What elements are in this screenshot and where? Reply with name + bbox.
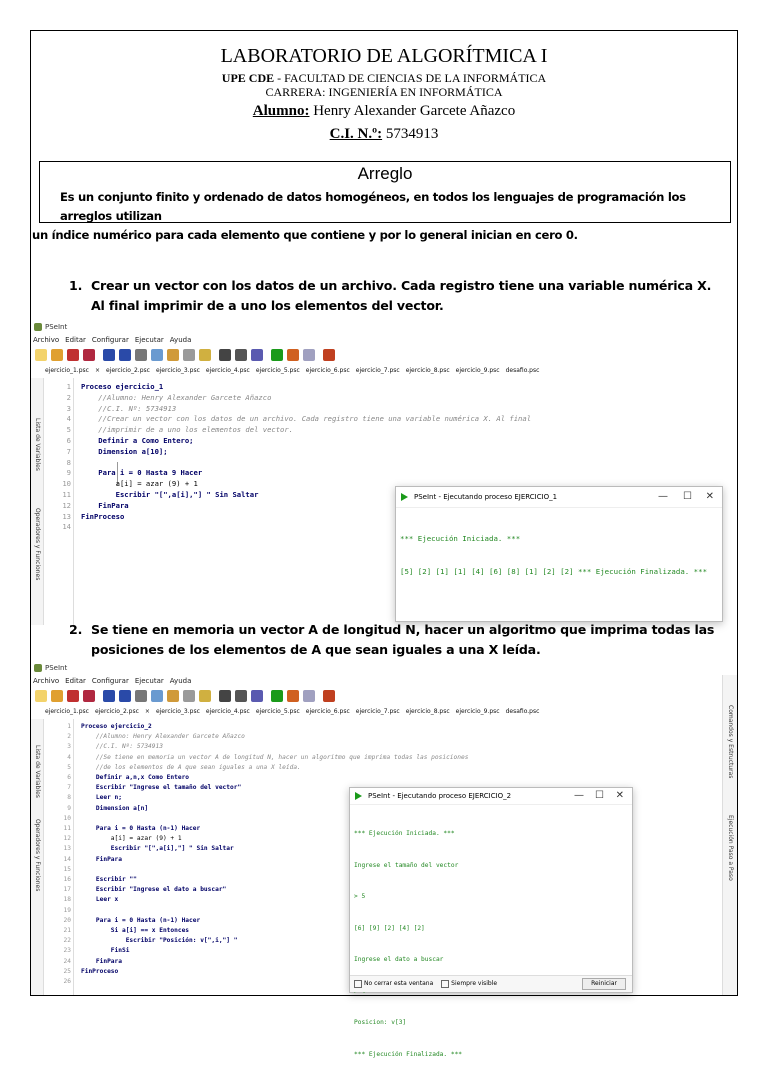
cut-icon[interactable] xyxy=(135,349,147,361)
indent-icon[interactable] xyxy=(183,690,195,702)
tab-ejercicio-7[interactable]: ejercicio_7.psc xyxy=(355,367,400,374)
menu-ejecutar[interactable]: Ejecutar xyxy=(134,336,164,344)
app-title: PSeInt xyxy=(45,664,68,672)
document-page xyxy=(30,30,738,1058)
tab-ejercicio-9[interactable]: ejercicio_9.psc xyxy=(455,367,500,374)
question-1 xyxy=(69,276,719,316)
code-line: Dimension a[n] xyxy=(81,804,149,812)
definition-line-2: un índice numérico para cada elemento que contiene y por lo general inician en cero 0. xyxy=(32,228,578,242)
line-number: 4 xyxy=(67,753,71,761)
console-line: *** Ejecución Iniciada. *** xyxy=(354,830,455,837)
line-number: 12 xyxy=(62,500,71,510)
console-line: [6] [9] [2] [4] [2] xyxy=(354,924,425,932)
console-line: Posicion: v[3] xyxy=(354,1019,407,1026)
code-line: //Alumno: Henry Alexander Garcete Añazco xyxy=(81,733,245,741)
app-title: PSeInt xyxy=(45,323,68,331)
console-line: *** Ejecución Finalizada. *** xyxy=(354,1050,463,1058)
code-line: Para i = 0 Hasta (n-1) Hacer xyxy=(81,825,201,832)
always-visible-label: Siempre visible xyxy=(451,980,498,987)
code-line: Proceso ejercicio_2 xyxy=(81,723,152,730)
line-number: 10 xyxy=(63,814,71,822)
line-number: 15 xyxy=(63,865,71,873)
menu-bar xyxy=(31,675,737,687)
tab-ejercicio-9[interactable]: ejercicio_9.psc xyxy=(455,708,500,715)
left-side-panel xyxy=(31,719,44,995)
line-number: 14 xyxy=(62,522,71,532)
career-line: CARRERA: INGENIERÍA EN INFORMÁTICA xyxy=(265,85,503,99)
tab-ejercicio-4[interactable]: ejercicio_4.psc xyxy=(205,708,250,715)
code-line: Si a[i] == x Entonces xyxy=(81,927,190,934)
console-output xyxy=(400,511,718,599)
maximize-icon[interactable]: ☐ xyxy=(595,790,604,801)
console-line: Ingrese el dato a buscar xyxy=(354,956,444,963)
line-number: 11 xyxy=(63,825,71,832)
document-title: LABORATORIO DE ALGORÍTMICA I xyxy=(220,45,548,67)
code-line: FinPara xyxy=(81,855,122,863)
question-2-text: Se tiene en memoria un vector A de longitud N, hacer un algoritmo que imprima todas las posiciones de los elementos de A que sean iguales a una X leída. xyxy=(91,622,715,657)
keep-open-checkbox[interactable] xyxy=(354,980,362,988)
console-titlebar xyxy=(350,788,632,805)
line-number: 4 xyxy=(66,414,71,424)
line-number: 3 xyxy=(67,743,71,751)
debug-icon[interactable] xyxy=(287,349,299,361)
code-line: FinProceso xyxy=(81,511,125,521)
code-line: //C.I. Nº: 5734913 xyxy=(81,403,177,413)
code-line: //de los elementos de A que sean iguales a una X leída. xyxy=(81,763,301,771)
line-number: 12 xyxy=(63,835,71,843)
new-file-icon[interactable] xyxy=(35,690,47,702)
always-visible-checkbox[interactable] xyxy=(441,980,449,988)
console-titlebar xyxy=(396,487,722,508)
restart-button[interactable]: Reiniciar xyxy=(582,978,626,990)
tab-ejercicio-6[interactable]: ejercicio_6.psc xyxy=(305,708,350,715)
console-title: PSeInt - Ejecutando proceso EJERCICIO_1 xyxy=(414,493,558,501)
tab-ejercicio-5[interactable]: ejercicio_5.psc xyxy=(255,708,300,715)
faculty-name: - FACULTAD DE CIENCIAS DE LA INFORMÁTICA xyxy=(274,71,547,85)
code-line: Leer x xyxy=(81,896,119,904)
code-line: Leer n; xyxy=(81,794,122,802)
line-number: 14 xyxy=(63,855,71,863)
tab-ejercicio-6[interactable]: ejercicio_6.psc xyxy=(305,367,350,374)
code-line: Escribir "Ingrese el tamaño del vector" xyxy=(81,784,242,792)
line-number: 5 xyxy=(66,425,71,435)
play-icon xyxy=(355,792,362,800)
diagram-icon[interactable] xyxy=(303,349,315,361)
line-number: 24 xyxy=(63,957,71,965)
student-name: Henry Alexander Garcete Añazco xyxy=(309,103,516,119)
file-tabs xyxy=(31,364,737,379)
line-number: 10 xyxy=(62,479,71,489)
code-line: //Alumno: Henry Alexander Garcete Añazco xyxy=(81,392,272,402)
right-side-panel xyxy=(722,675,737,995)
tab-ejercicio-2[interactable]: ejercicio_2.psc xyxy=(105,367,150,374)
variables-panel-tab[interactable]: Lista de Variables xyxy=(34,418,41,471)
console-line: *** Ejecución Iniciada. *** xyxy=(400,534,521,543)
code-line: Escribir "[",a[i],"] " Sin Saltar xyxy=(81,490,259,499)
student-line xyxy=(31,103,737,120)
definition-title: Arreglo xyxy=(357,164,413,183)
pseint-logo-icon xyxy=(34,323,42,331)
close-icon[interactable]: ✕ xyxy=(615,790,624,801)
console-output xyxy=(354,808,628,1081)
save-as-icon[interactable] xyxy=(83,690,95,702)
run-step-icon[interactable] xyxy=(219,349,231,361)
question-2 xyxy=(69,620,729,660)
tab-ejercicio-2[interactable]: ejercicio_2.psc xyxy=(94,708,139,715)
tab-ejercicio-4[interactable]: ejercicio_4.psc xyxy=(205,367,250,374)
paste-icon[interactable] xyxy=(167,349,179,361)
line-number: 22 xyxy=(63,937,71,945)
line-number: 7 xyxy=(66,446,71,456)
code-line: Escribir "Ingrese el dato a buscar" xyxy=(81,886,227,894)
help-icon[interactable] xyxy=(323,349,335,361)
code-line: a[i] = azar (9) + 1 xyxy=(81,835,182,843)
code-line: FinProceso xyxy=(81,967,119,975)
redo-icon[interactable] xyxy=(119,690,131,702)
menu-editar[interactable]: Editar xyxy=(65,336,86,344)
flowchart-icon[interactable] xyxy=(235,349,247,361)
search-icon[interactable] xyxy=(199,690,211,702)
tab-ejercicio-8[interactable]: ejercicio_8.psc xyxy=(405,708,450,715)
tab-desafio[interactable]: desafio.psc xyxy=(505,367,540,374)
app-titlebar xyxy=(31,661,737,675)
question-2-number: 2. xyxy=(69,622,83,637)
tab-close-icon[interactable]: × xyxy=(144,708,150,715)
help-icon[interactable] xyxy=(323,690,335,702)
code-line: Proceso ejercicio_1 xyxy=(81,382,164,391)
pseint-logo-icon xyxy=(34,664,42,672)
undo-icon[interactable] xyxy=(103,690,115,702)
close-icon[interactable]: ✕ xyxy=(705,491,714,502)
run-step-icon[interactable] xyxy=(219,690,231,702)
minimize-icon[interactable]: — xyxy=(658,491,668,502)
keep-open-label: No cerrar esta ventana xyxy=(364,980,434,987)
menu-bar xyxy=(31,334,737,346)
code-line: FinPara xyxy=(81,500,129,510)
run-icon[interactable] xyxy=(271,349,283,361)
ci-value: 5734913 xyxy=(382,126,439,142)
console-footer xyxy=(350,975,632,992)
menu-ayuda[interactable]: Ayuda xyxy=(169,336,192,344)
code-line: FinPara xyxy=(81,957,122,965)
line-number: 8 xyxy=(66,457,71,467)
console-line: Ingrese el tamaño del vector xyxy=(354,861,459,869)
line-number: 5 xyxy=(67,763,71,771)
tab-desafio[interactable]: desafio.psc xyxy=(505,708,540,715)
pseint-screenshot-2 xyxy=(31,661,737,1058)
export-icon[interactable] xyxy=(251,349,263,361)
question-1-number: 1. xyxy=(69,278,83,293)
step-panel-tab[interactable]: Ejecución Paso a Paso xyxy=(727,815,734,881)
flowchart-icon[interactable] xyxy=(235,690,247,702)
line-number: 21 xyxy=(63,927,71,934)
ci-line xyxy=(31,126,737,143)
export-icon[interactable] xyxy=(251,690,263,702)
ci-label: C.I. N.º: xyxy=(329,126,383,142)
line-number: 13 xyxy=(63,845,71,853)
tab-ejercicio-3[interactable]: ejercicio_3.psc xyxy=(155,708,200,715)
line-number: 2 xyxy=(66,392,71,402)
line-number: 11 xyxy=(62,490,71,499)
line-number: 6 xyxy=(66,436,71,445)
question-1-text: Crear un vector con los datos de un archivo. Cada registro tiene una variable numérica X. Al final imprimir de a uno los elementos del vector. xyxy=(91,278,712,313)
run-icon[interactable] xyxy=(271,690,283,702)
line-number: 8 xyxy=(67,794,71,802)
code-line: //Se tiene en memoria un vector A de longitud N, hacer un algoritmo que imprima todas las posiciones xyxy=(81,753,469,761)
code-line: Dimension a[10]; xyxy=(81,446,168,456)
pseint-screenshot-1 xyxy=(31,320,737,625)
line-number: 13 xyxy=(62,511,71,521)
line-number: 17 xyxy=(63,886,71,894)
indent-icon[interactable] xyxy=(183,349,195,361)
undo-icon[interactable] xyxy=(103,349,115,361)
new-file-icon[interactable] xyxy=(35,349,47,361)
line-number: 1 xyxy=(66,382,71,391)
line-number: 9 xyxy=(66,468,71,478)
tab-ejercicio-1[interactable]: ejercicio_1.psc xyxy=(45,708,89,715)
code-line: Escribir "[",a[i],"] " Sin Saltar xyxy=(81,845,234,853)
student-label: Alumno: xyxy=(252,103,310,119)
console-line: > 5 xyxy=(354,893,366,900)
console-line: [5] [2] [1] [1] [4] [6] [8] [1] [2] [2] *** Ejecución Finalizada. *** xyxy=(400,567,708,576)
tab-ejercicio-1[interactable]: ejercicio_1.psc xyxy=(45,367,89,374)
variables-panel-tab[interactable]: Lista de Variables xyxy=(34,745,41,798)
tab-ejercicio-8[interactable]: ejercicio_8.psc xyxy=(405,367,450,374)
save-icon[interactable] xyxy=(67,349,79,361)
line-number: 3 xyxy=(66,403,71,413)
maximize-icon[interactable]: ☐ xyxy=(683,491,692,502)
line-number: 19 xyxy=(63,906,71,914)
faculty-line xyxy=(31,71,737,86)
redo-icon[interactable] xyxy=(119,349,131,361)
copy-icon[interactable] xyxy=(151,690,163,702)
tab-close-icon[interactable]: × xyxy=(94,367,100,374)
menu-configurar[interactable]: Configurar xyxy=(91,677,129,685)
save-as-icon[interactable] xyxy=(83,349,95,361)
left-side-panel xyxy=(31,378,44,625)
copy-icon[interactable] xyxy=(151,349,163,361)
menu-ejecutar[interactable]: Ejecutar xyxy=(134,677,164,685)
code-line: //imprimir de a uno los elementos del vector. xyxy=(81,425,294,435)
menu-ayuda[interactable]: Ayuda xyxy=(169,677,192,685)
console-window-2[interactable] xyxy=(349,787,633,1058)
university-name: UPE CDE xyxy=(221,71,275,85)
open-file-icon[interactable] xyxy=(51,349,63,361)
line-number: 2 xyxy=(67,733,71,741)
console-window-1[interactable] xyxy=(395,486,723,622)
code-line: Definir a,n,x Como Entero xyxy=(81,774,190,781)
definition-box xyxy=(32,161,731,242)
diagram-icon[interactable] xyxy=(303,690,315,702)
console-title: PSeInt - Ejecutando proceso EJERCICIO_2 xyxy=(368,792,512,800)
paste-icon[interactable] xyxy=(167,690,179,702)
line-number: 7 xyxy=(67,784,71,792)
line-number: 26 xyxy=(63,978,71,985)
definition-line-1: Es un conjunto finito y ordenado de datos homogéneos, en todos los lenguajes de programación los arreglos utilizan xyxy=(60,190,686,223)
commands-panel-tab[interactable]: Comandos y Estructuras xyxy=(727,705,734,779)
code-line: Definir a Como Entero; xyxy=(81,436,194,445)
code-line: Escribir "Posición: v[",i,"] " xyxy=(81,937,238,945)
code-line: //C.I. Nº: 5734913 xyxy=(81,743,163,751)
line-number: 9 xyxy=(67,804,71,812)
open-file-icon[interactable] xyxy=(51,690,63,702)
definition-text xyxy=(32,188,737,245)
save-icon[interactable] xyxy=(67,690,79,702)
code-line: FinSi xyxy=(81,947,130,955)
code-line: a[i] = azar (9) + 1 xyxy=(81,479,198,489)
line-number: 18 xyxy=(63,896,71,904)
debug-icon[interactable] xyxy=(287,690,299,702)
line-number: 1 xyxy=(67,723,71,730)
toolbar xyxy=(31,346,737,364)
tab-ejercicio-5[interactable]: ejercicio_5.psc xyxy=(255,367,300,374)
code-line: Escribir "" xyxy=(81,876,137,883)
line-number: 23 xyxy=(63,947,71,955)
line-number: 6 xyxy=(67,774,71,781)
minimize-icon[interactable]: — xyxy=(574,790,584,801)
app-titlebar xyxy=(31,320,737,334)
cut-icon[interactable] xyxy=(135,690,147,702)
tab-ejercicio-7[interactable]: ejercicio_7.psc xyxy=(355,708,400,715)
menu-editar[interactable]: Editar xyxy=(65,677,86,685)
menu-archivo[interactable]: Archivo xyxy=(33,336,60,344)
code-line: //Crear un vector con los datos de un archivo. Cada registro tiene una variable numérica X. Al final xyxy=(81,414,532,424)
code-line: Para i = 0 Hasta 9 Hacer xyxy=(81,468,203,478)
toolbar xyxy=(31,687,737,705)
line-number: 16 xyxy=(63,876,71,883)
code-line: Para i = 0 Hasta (n-1) Hacer xyxy=(81,916,201,924)
play-icon xyxy=(401,493,408,501)
menu-archivo[interactable]: Archivo xyxy=(33,677,60,685)
operators-panel-tab[interactable]: Operadores y Funciones xyxy=(34,819,41,892)
tab-ejercicio-3[interactable]: ejercicio_3.psc xyxy=(155,367,200,374)
menu-configurar[interactable]: Configurar xyxy=(91,336,129,344)
operators-panel-tab[interactable]: Operadores y Funciones xyxy=(34,508,41,581)
line-number: 25 xyxy=(63,967,71,975)
search-icon[interactable] xyxy=(199,349,211,361)
file-tabs xyxy=(31,705,721,720)
line-number: 20 xyxy=(63,916,71,924)
